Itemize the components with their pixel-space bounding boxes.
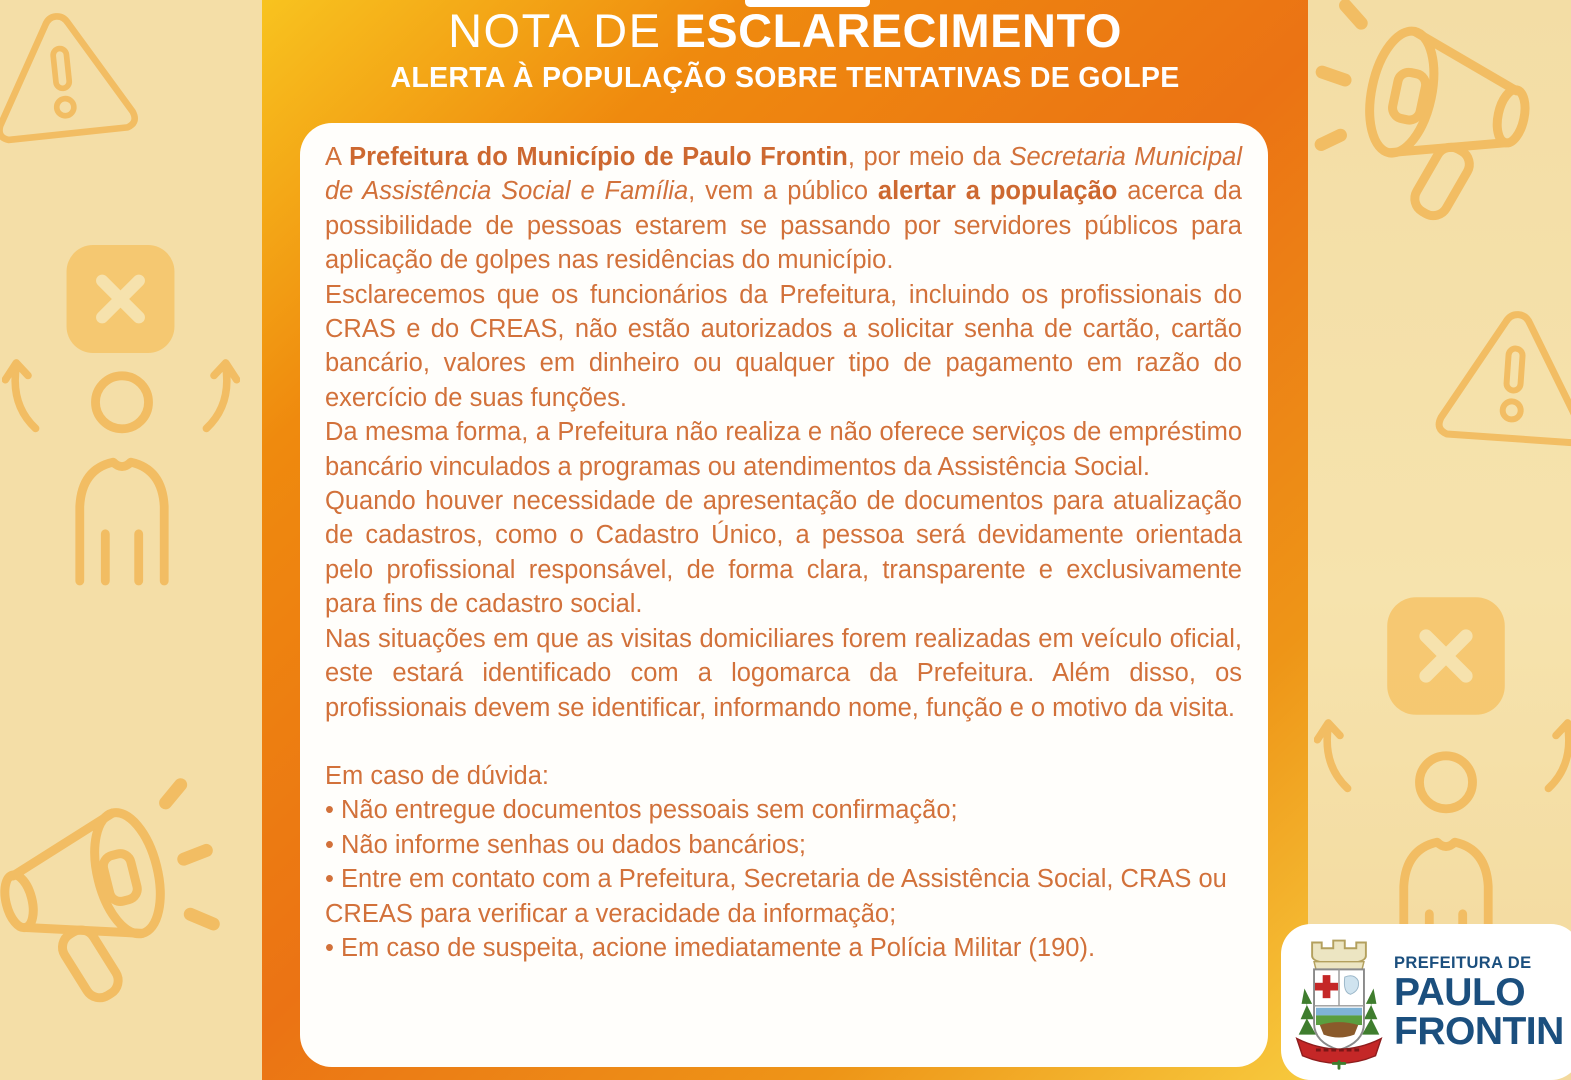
title-bold-part: ESCLARECIMENTO: [674, 4, 1122, 57]
paragraph-intro: [325, 140, 1242, 278]
paragraph-no-loans: Da mesma forma, a Prefeitura não realiza e não oferece serviços de empréstimo bancário vinculados a programas ou atendimentos da Assistência Social.: [325, 418, 1242, 481]
megaphone-icon: [0, 745, 249, 1046]
text-segment: , por meio da: [847, 143, 1010, 171]
notice-card: [300, 123, 1268, 1067]
text-segment-italic: Secretaria Municipal de Assistência Social e Família: [325, 143, 1242, 206]
right-decoration-band: [1308, 0, 1571, 1080]
bullet-item: • Em caso de suspeita, acione imediatamente a Polícia Militar (190).: [325, 933, 1096, 962]
title-light-part: NOTA DE: [448, 4, 662, 57]
arrow-up-icon: [198, 352, 240, 436]
prefecture-logo: [1281, 924, 1571, 1080]
coat-of-arms-icon: [1291, 933, 1387, 1071]
arrow-up-icon: [1540, 712, 1571, 796]
text-segment-bold: alertar a população: [877, 177, 1118, 206]
page-subtitle: ALERTA À POPULAÇÃO SOBRE TENTATIVAS DE GOLPE: [390, 62, 1180, 94]
bullet-item: • Entre em contato com a Prefeitura, Secretaria de Assistência Social, CRAS ou CREAS para verificar a veracidade da informação;: [325, 865, 1227, 928]
text-segment: A: [325, 143, 350, 171]
megaphone-icon: [1285, 0, 1571, 260]
blocked-x-square-icon: [63, 243, 178, 355]
page-title: [262, 3, 1308, 59]
spacer: [325, 725, 1242, 759]
notice-header: [262, 3, 1308, 94]
paragraph-clarification: Esclarecemos que os funcionários da Prefeitura, incluindo os profissionais do CRAS e do CREAS, não estão autorizados a solicitar senha de cartão, cartão bancário, valores em dinheiro ou qualquer tipo de pagamento em razão do exercício de suas funções.: [325, 280, 1242, 412]
left-decoration-band: [0, 0, 262, 1080]
person-icon: [68, 358, 176, 586]
warning-triangle-icon: [1429, 295, 1571, 461]
arrow-up-icon: [2, 352, 44, 436]
text-segment: , vem a público: [688, 177, 878, 206]
logo-line-paulo: PAULO: [1394, 971, 1526, 1014]
paragraph-documents: Quando houver necessidade de apresentação de documentos para atualização de cadastros, como o Cadastro Único, a pessoa será devidamente orientada pelo profissional responsável, de forma clara, transparente e exclusivamente para fins de cadastro social.: [325, 487, 1242, 619]
doubt-heading: Em caso de dúvida:: [325, 761, 549, 790]
blocked-x-square-icon: [1384, 595, 1508, 717]
arrow-up-icon: [1314, 712, 1356, 796]
logo-line-frontin: FRONTIN: [1394, 1010, 1564, 1053]
text-segment: acerca da possibilidade de pessoas estarem se passando por servidores públicos para aplicação de golpes nas residências do município.: [325, 177, 1242, 275]
paragraph-visits: Nas situações em que as visitas domiciliares forem realizadas em veículo oficial, este estará identificado com a logomarca da Prefeitura. Além disso, os profissionais devem se identificar, informando nome, função e o motivo da visita.: [325, 624, 1242, 722]
bullet-item: • Não entregue documentos pessoais sem confirmação;: [325, 796, 958, 825]
bullet-item: • Não informe senhas ou dados bancários;: [325, 830, 806, 859]
logo-line-prefeitura-de: PREFEITURA DE: [1394, 954, 1532, 972]
prefecture-logo-text: [1394, 953, 1564, 1051]
text-segment-bold: Prefeitura do Município de Paulo Frontin: [349, 143, 848, 171]
warning-triangle-icon: [0, 0, 145, 158]
